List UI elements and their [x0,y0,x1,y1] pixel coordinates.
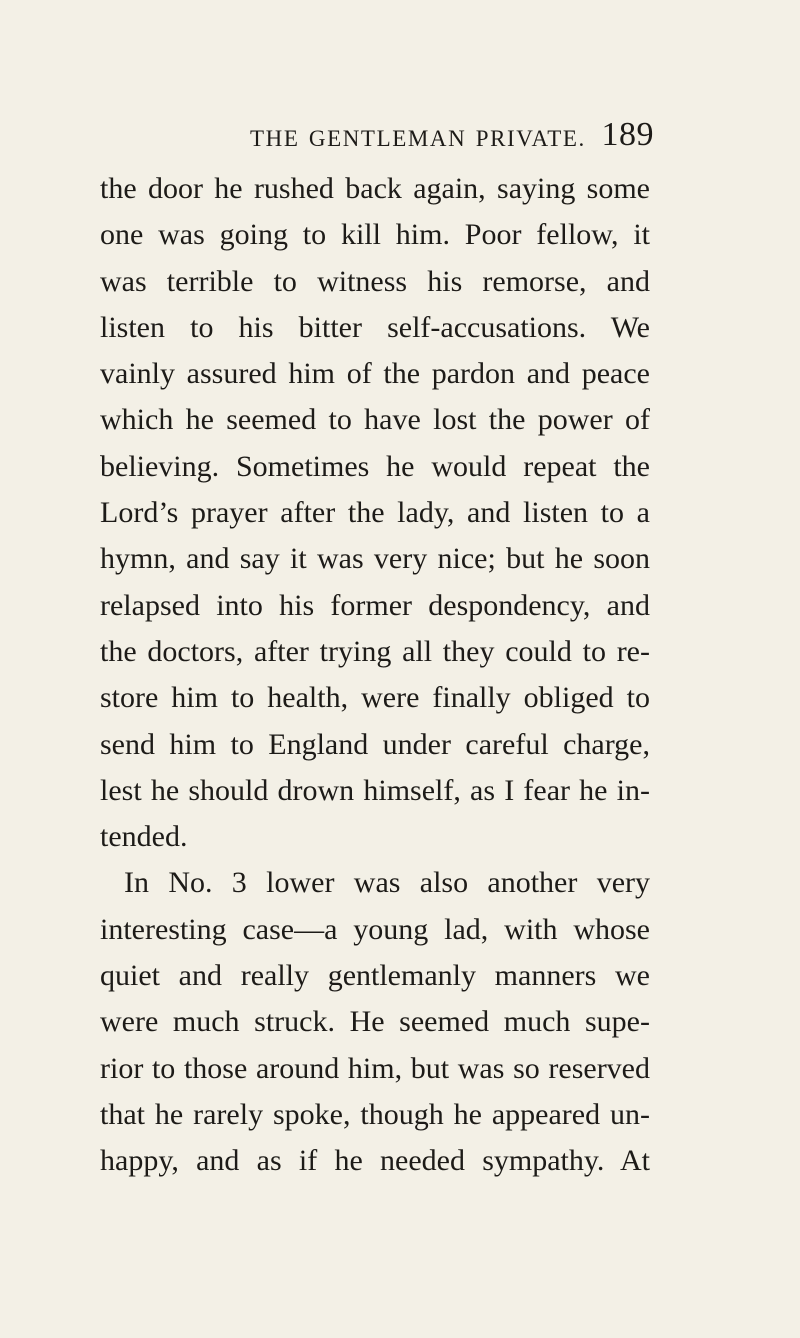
body-text [100,166,650,1185]
text-line: interesting case—a young lad, with whose [100,912,650,946]
text-line: vainly assured him of the pardon and peace [100,357,650,391]
text-line: the door he rushed back again, saying some [100,172,650,205]
running-title: THE GENTLEMAN PRIVATE. [250,126,586,151]
text-line: that he rarely spoke, though he appeared un- [100,1097,650,1131]
text-line: the doctors, after trying all they could to re- [100,634,650,668]
text-line: was terrible to witness his remorse, and [100,264,650,298]
text-line: send him to England under careful charge, [100,727,650,761]
page-number: 189 [601,116,654,153]
text-line: which he seemed to have lost the power of [100,403,650,437]
text-line: In No. 3 lower was also another very [124,866,650,900]
text-line: believing. Sometimes he would repeat the [100,449,650,483]
text-line: relapsed into his former despondency, and [100,588,650,622]
text-line: one was going to kill him. Poor fellow, it [100,218,650,252]
text-line: lest he should drown himself, as I fear he in- [100,773,650,807]
text-line: were much struck. He seemed much supe- [100,1005,650,1039]
text-line: hymn, and say it was very nice; but he soon [100,542,650,576]
text-line: listen to his bitter self-accusations. We [100,310,650,344]
text-line: tended. [100,820,188,854]
running-head [250,116,654,160]
text-line: store him to health, were finally obliged to [100,681,650,715]
text-line: Lord’s prayer after the lady, and listen to a [100,496,650,530]
text-line: rior to those around him, but was so reserved [100,1051,650,1085]
text-line: quiet and really gentlemanly manners we [100,959,650,993]
text-line: happy, and as if he needed sympathy. At [100,1144,650,1178]
